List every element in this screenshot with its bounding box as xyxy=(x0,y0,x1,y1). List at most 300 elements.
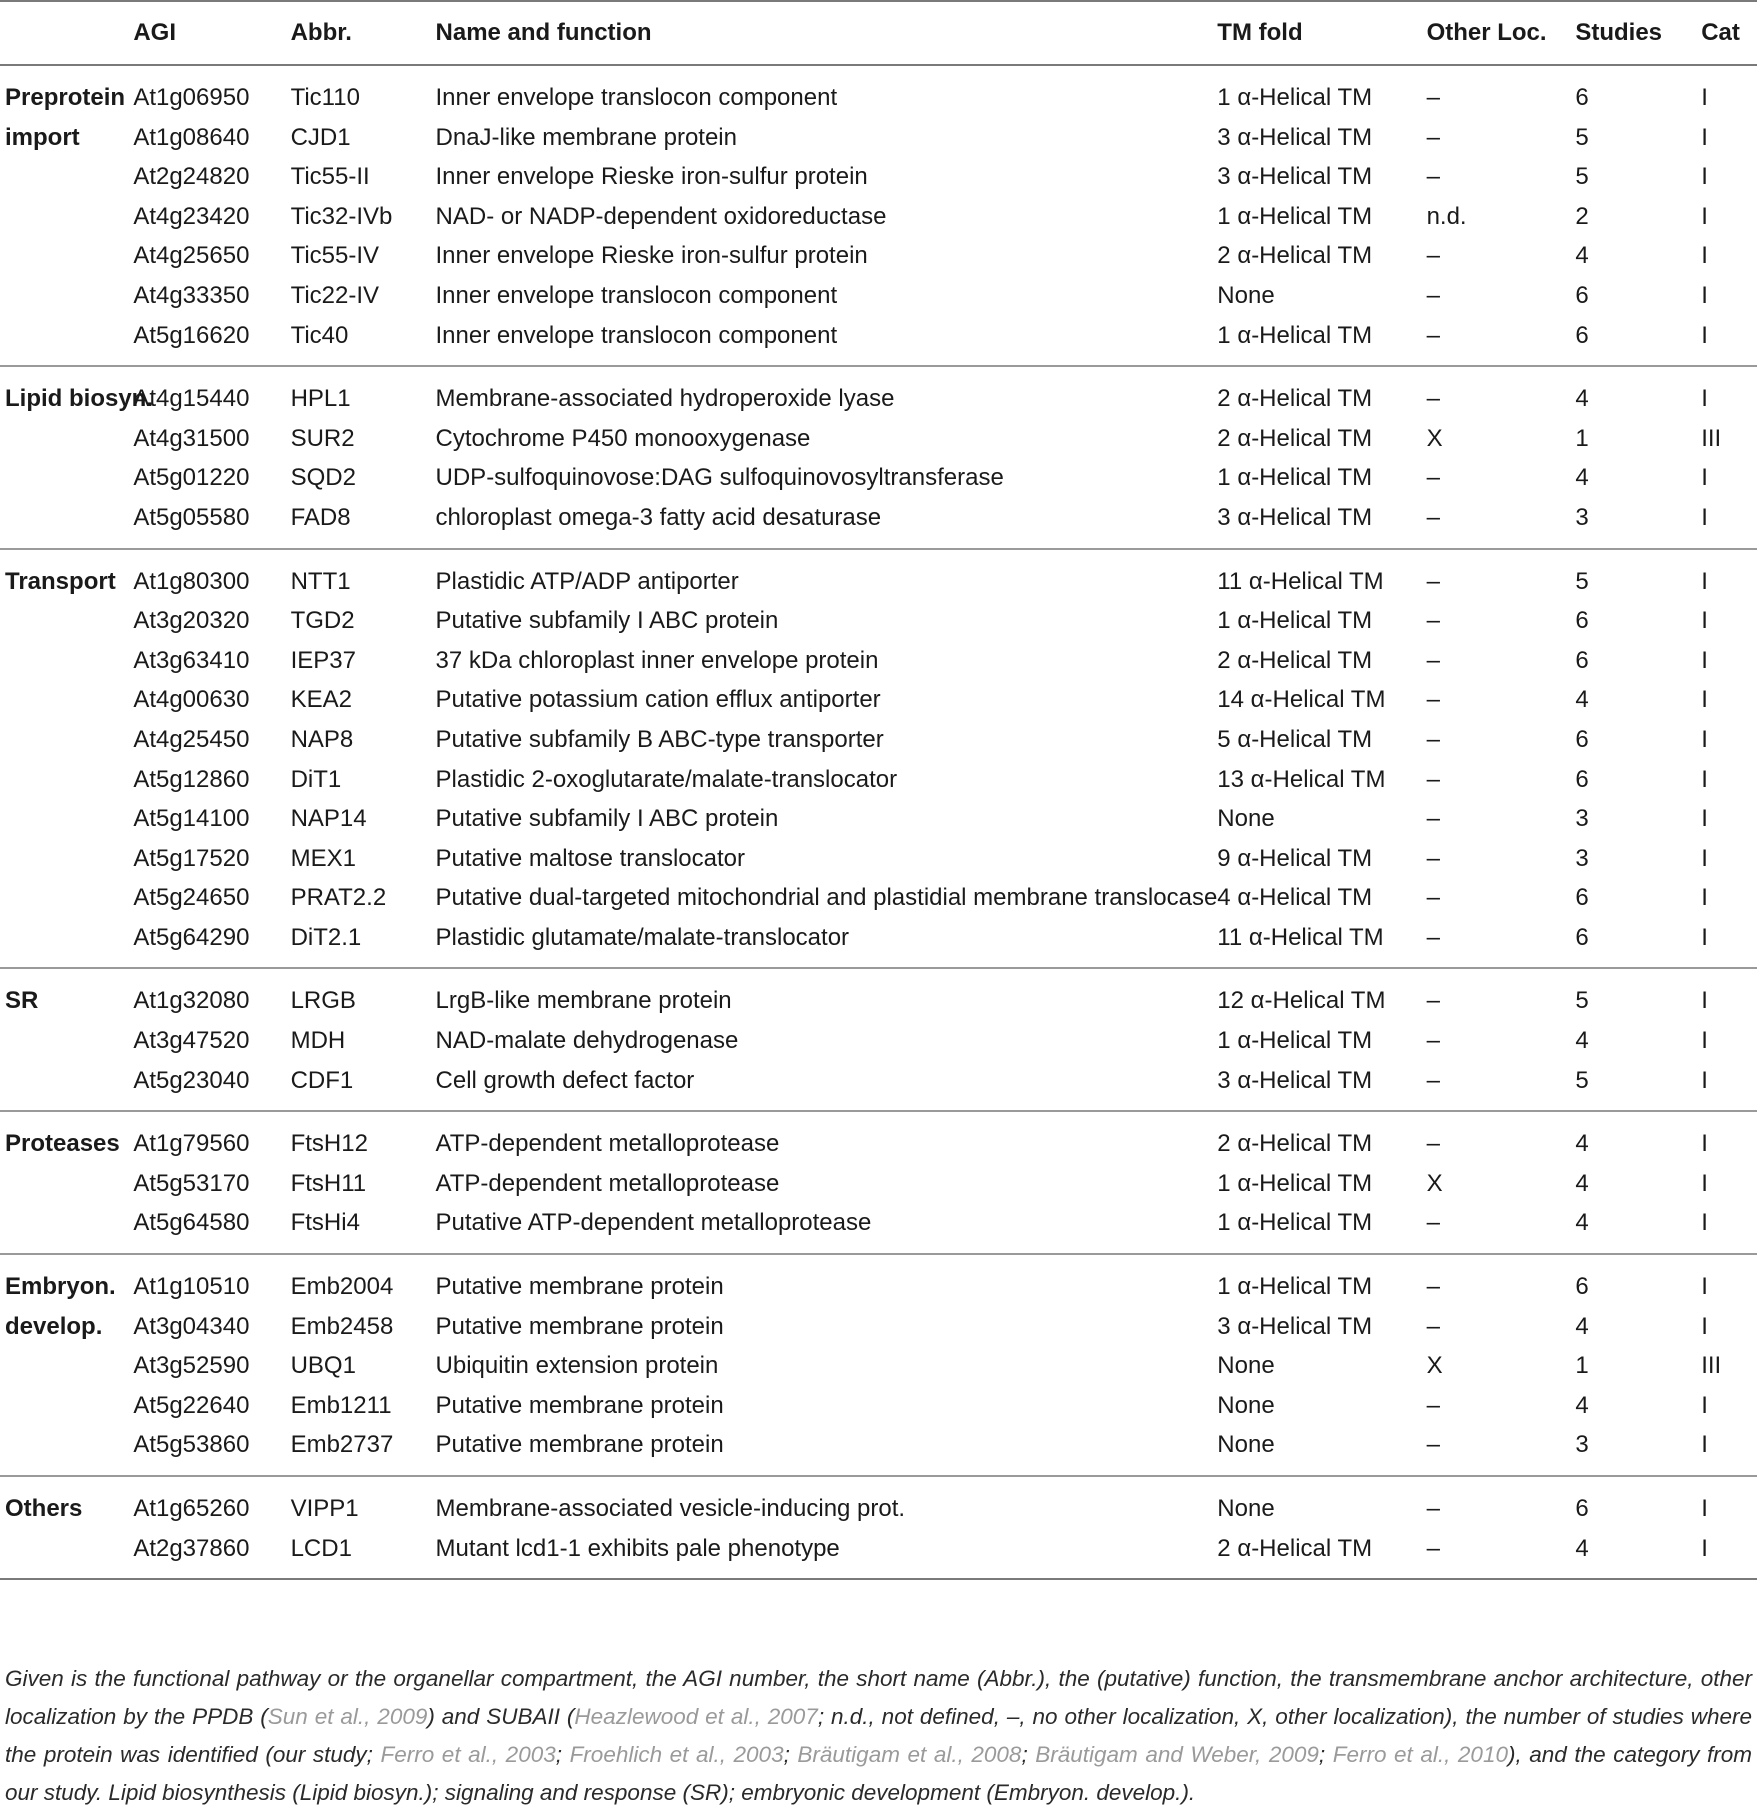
table-row xyxy=(0,157,1757,197)
cell-other-loc: – xyxy=(1426,1312,1440,1340)
cell-abbr: Emb2458 xyxy=(290,1312,394,1340)
cell-name: Plastidic 2-oxoglutarate/malate-translocator xyxy=(435,765,898,793)
cell-other-loc: – xyxy=(1427,1529,1576,1580)
table-row xyxy=(0,878,1757,918)
cell-agi: At4g33350 xyxy=(133,281,250,309)
cell-abbr: VIPP1 xyxy=(290,1495,359,1522)
cell-cat: I xyxy=(1701,123,1708,151)
table-row xyxy=(0,419,1757,459)
group-cell-empty xyxy=(0,1203,133,1254)
cell-studies: 1 xyxy=(1575,1352,1589,1380)
cell-abbr: HPL1 xyxy=(290,385,351,413)
cell-name: DnaJ-like membrane protein xyxy=(435,123,737,151)
cell-other-loc: – xyxy=(1427,1203,1576,1254)
cell-agi: At1g65260 xyxy=(133,1495,250,1522)
group-cell-empty xyxy=(0,1346,133,1386)
cell-tm-fold: 3 α-Helical TM xyxy=(1217,498,1426,549)
cell-name: Putative subfamily B ABC-type transporter xyxy=(435,725,884,753)
table-row xyxy=(0,1346,1757,1386)
cell-other-loc: – xyxy=(1426,607,1440,635)
cell-abbr: FAD8 xyxy=(291,498,436,549)
table-row xyxy=(0,498,1757,549)
table-row xyxy=(0,1021,1757,1061)
table-row xyxy=(0,1203,1757,1254)
cell-studies: 3 xyxy=(1575,1425,1701,1476)
cell-tm-fold: None xyxy=(1217,1391,1275,1419)
cell-cat: I xyxy=(1701,1425,1757,1476)
caption-text: Given is the functional pathway or the organellar compartment, the AGI number, the short name (Abbr.), the (putative) function, the transmembrane anchor architecture, other localization by the PPDB ( xyxy=(5,1666,1752,1729)
cell-other-loc: – xyxy=(1426,567,1440,595)
group-cell-empty xyxy=(0,1386,133,1426)
cell-agi: At5g64290 xyxy=(133,918,290,969)
cell-abbr: NAP8 xyxy=(290,725,354,753)
group-cell xyxy=(0,968,133,1021)
table-row xyxy=(0,601,1757,641)
cell-cat: I xyxy=(1701,805,1708,833)
cell-tm-fold: 2 α-Helical TM xyxy=(1217,646,1373,674)
table-row xyxy=(0,1529,1757,1580)
cell-name: Putative maltose translocator xyxy=(435,844,745,872)
group-cell-empty xyxy=(0,276,133,316)
header-other-loc: Other Loc. xyxy=(1427,1,1576,65)
cell-name: NAD- or NADP-dependent oxidoreductase xyxy=(435,202,887,230)
group-cell-empty xyxy=(0,641,133,681)
cell-studies: 4 xyxy=(1575,1529,1701,1580)
cell-studies: 4 xyxy=(1575,686,1589,714)
table-row xyxy=(0,1111,1757,1164)
cell-studies: 4 xyxy=(1575,1203,1701,1254)
cell-abbr: MEX1 xyxy=(290,844,356,872)
cell-abbr: DiT2.1 xyxy=(291,918,436,969)
header-tm-fold: TM fold xyxy=(1217,1,1426,65)
cell-cat: I xyxy=(1701,1391,1708,1419)
table-row xyxy=(0,1425,1757,1476)
cell-abbr: TGD2 xyxy=(290,607,355,635)
cell-studies: 6 xyxy=(1575,607,1589,635)
cell-studies: 3 xyxy=(1575,498,1701,549)
cell-agi: At3g04340 xyxy=(133,1312,250,1340)
group-cell-empty xyxy=(0,419,133,459)
cell-cat: I xyxy=(1701,884,1708,912)
table-row xyxy=(0,799,1757,839)
cell-agi: At4g25450 xyxy=(133,725,250,753)
group-cell-empty xyxy=(0,316,133,367)
cell-abbr: CJD1 xyxy=(290,123,351,151)
cell-tm-fold: None xyxy=(1217,1495,1275,1522)
group-cell xyxy=(0,1476,133,1529)
citation-link[interactable]: Ferro et al., 2010 xyxy=(1332,1742,1508,1767)
cell-cat: I xyxy=(1701,242,1708,270)
cell-tm-fold: 11 α-Helical TM xyxy=(1217,918,1426,969)
cell-name: Putative subfamily I ABC protein xyxy=(435,607,779,635)
cell-tm-fold: 2 α-Helical TM xyxy=(1217,1529,1426,1580)
cell-other-loc: X xyxy=(1426,1352,1443,1380)
cell-tm-fold: 3 α-Helical TM xyxy=(1217,1312,1373,1340)
group-label: Lipid biosyn. xyxy=(5,385,153,413)
cell-studies: 6 xyxy=(1575,1273,1589,1301)
group-cell-empty xyxy=(0,197,133,237)
cell-studies: 5 xyxy=(1575,567,1589,595)
cell-abbr: Tic22-IV xyxy=(290,281,380,309)
cell-agi: At1g10510 xyxy=(133,1273,250,1301)
cell-abbr: Emb2737 xyxy=(291,1425,436,1476)
cell-other-loc: – xyxy=(1427,918,1576,969)
table-row xyxy=(0,366,1757,419)
cell-studies: 6 xyxy=(1575,646,1589,674)
cell-agi: At3g47520 xyxy=(133,1027,250,1055)
group-cell xyxy=(0,366,153,419)
cell-tm-fold: 3 α-Helical TM xyxy=(1217,123,1373,151)
cell-tm-fold: 9 α-Helical TM xyxy=(1217,844,1373,872)
group-cell-empty xyxy=(0,839,133,879)
cell-agi: At3g63410 xyxy=(133,646,250,674)
cell-agi: At5g53170 xyxy=(133,1169,250,1197)
cell-cat: I xyxy=(1701,163,1708,191)
cell-other-loc: – xyxy=(1426,844,1440,872)
cell-other-loc: – xyxy=(1426,163,1440,191)
cell-name: Inner envelope translocon component xyxy=(436,316,1218,367)
cell-studies: 4 xyxy=(1575,1130,1589,1158)
group-cell xyxy=(0,549,133,602)
cell-cat: I xyxy=(1701,84,1708,111)
cell-tm-fold: None xyxy=(1217,1352,1275,1380)
header-studies: Studies xyxy=(1575,1,1701,65)
cell-studies: 4 xyxy=(1575,1027,1589,1055)
cell-other-loc: – xyxy=(1426,281,1440,309)
cell-abbr: FtsHi4 xyxy=(291,1203,436,1254)
citation-link[interactable]: Bräutigam and Weber, 2009 xyxy=(1035,1742,1319,1767)
cell-tm-fold: 2 α-Helical TM xyxy=(1217,1130,1373,1158)
cell-studies: 6 xyxy=(1575,1495,1589,1522)
cell-name: Ubiquitin extension protein xyxy=(435,1352,719,1380)
table-row xyxy=(0,1386,1757,1426)
group-cell-empty xyxy=(0,458,133,498)
table-header-row xyxy=(0,1,1757,65)
header-agi: AGI xyxy=(133,1,290,65)
table-body xyxy=(0,65,1757,1579)
cell-other-loc: X xyxy=(1426,1169,1443,1197)
cell-abbr: FtsH11 xyxy=(290,1169,367,1197)
cell-cat: I xyxy=(1701,1130,1708,1158)
cell-cat: I xyxy=(1701,1061,1757,1112)
group-label: Proteases xyxy=(5,1130,120,1158)
cell-tm-fold: 1 α-Helical TM xyxy=(1217,1169,1373,1197)
cell-tm-fold: 3 α-Helical TM xyxy=(1217,1061,1426,1112)
cell-abbr: Tic110 xyxy=(290,84,360,111)
cell-cat: III xyxy=(1701,424,1722,452)
cell-other-loc: – xyxy=(1426,1273,1440,1301)
cell-tm-fold: 4 α-Helical TM xyxy=(1217,884,1373,912)
cell-tm-fold: 12 α-Helical TM xyxy=(1217,987,1386,1015)
cell-cat: I xyxy=(1701,1273,1708,1301)
cell-name: Inner envelope translocon component xyxy=(435,84,838,111)
cell-agi: At1g06950 xyxy=(133,84,250,111)
cell-other-loc: – xyxy=(1426,464,1440,492)
cell-name: Plastidic glutamate/malate-translocator xyxy=(436,918,1218,969)
table-row xyxy=(0,1164,1757,1204)
header-cat: Cat xyxy=(1701,1,1757,65)
cell-studies: 4 xyxy=(1575,385,1589,413)
cell-cat: I xyxy=(1701,987,1708,1015)
citation-link[interactable]: Heazlewood et al., 2007 xyxy=(574,1704,818,1729)
cell-studies: 2 xyxy=(1575,202,1589,230)
cell-other-loc: – xyxy=(1426,686,1440,714)
cell-cat: I xyxy=(1701,844,1708,872)
group-label: Transport xyxy=(5,567,116,595)
cell-tm-fold: None xyxy=(1217,805,1275,833)
cell-agi: At4g25650 xyxy=(133,242,250,270)
cell-cat: I xyxy=(1701,1027,1708,1055)
caption-text: ; xyxy=(1318,1742,1333,1767)
table-row xyxy=(0,1476,1757,1529)
group-cell-empty xyxy=(0,878,133,918)
table-row xyxy=(0,968,1757,1021)
cell-agi: At5g17520 xyxy=(133,844,250,872)
cell-cat: I xyxy=(1701,686,1708,714)
cell-cat: I xyxy=(1701,281,1708,309)
table-row xyxy=(0,641,1757,681)
cell-agi: At5g23040 xyxy=(133,1061,290,1112)
table-row xyxy=(0,549,1757,602)
cell-tm-fold: 5 α-Helical TM xyxy=(1217,725,1373,753)
table-row xyxy=(0,458,1757,498)
cell-cat: I xyxy=(1701,918,1757,969)
cell-name: ATP-dependent metalloprotease xyxy=(435,1169,780,1197)
citation-link[interactable]: Froehlich et al., 2003 xyxy=(569,1742,784,1767)
table-row xyxy=(0,918,1757,969)
cell-cat: I xyxy=(1701,765,1708,793)
cell-studies: 3 xyxy=(1575,805,1589,833)
cell-other-loc: – xyxy=(1426,242,1440,270)
cell-cat: I xyxy=(1701,464,1708,492)
table-row xyxy=(0,1254,1757,1307)
cell-name: Putative membrane protein xyxy=(435,1391,724,1419)
cell-abbr: CDF1 xyxy=(291,1061,436,1112)
cell-tm-fold: 2 α-Helical TM xyxy=(1217,385,1373,413)
cell-other-loc: – xyxy=(1426,123,1440,151)
cell-other-loc: – xyxy=(1426,84,1440,111)
cell-studies: 6 xyxy=(1575,884,1589,912)
citation-link[interactable]: Sun et al., 2009 xyxy=(267,1704,428,1729)
cell-studies: 6 xyxy=(1575,281,1589,309)
cell-other-loc: n.d. xyxy=(1426,202,1467,230)
citation-link[interactable]: Bräutigam et al., 2008 xyxy=(797,1742,1022,1767)
cell-abbr: Tic32-IVb xyxy=(290,202,393,230)
table-row xyxy=(0,1061,1757,1112)
group-cell-empty xyxy=(0,1061,133,1112)
cell-name: Inner envelope Rieske iron-sulfur protein xyxy=(435,163,868,191)
cell-abbr: KEA2 xyxy=(290,686,352,714)
cell-name: Inner envelope translocon component xyxy=(435,281,838,309)
table-row xyxy=(0,118,1757,158)
cell-other-loc: – xyxy=(1426,765,1440,793)
cell-agi: At5g05580 xyxy=(133,498,290,549)
group-cell-empty xyxy=(0,918,133,969)
cell-agi: At5g64580 xyxy=(133,1203,290,1254)
cell-abbr: Tic55-IV xyxy=(290,242,380,270)
table-row xyxy=(0,197,1757,237)
cell-name: Cytochrome P450 monooxygenase xyxy=(435,424,811,452)
table-row xyxy=(0,1307,1757,1347)
cell-abbr: IEP37 xyxy=(290,646,356,674)
cell-studies: 6 xyxy=(1575,918,1701,969)
cell-other-loc: – xyxy=(1426,646,1440,674)
header-name: Name and function xyxy=(436,1,1218,65)
cell-cat: I xyxy=(1701,1203,1757,1254)
group-cell-empty xyxy=(0,1164,133,1204)
cell-agi: At4g23420 xyxy=(133,202,250,230)
group-cell xyxy=(0,1254,133,1341)
caption-text: ), and the category from our study. Lipid biosynthesis (Lipid biosyn.); signaling and response (SR); embryonic development (Embryon. develop.). xyxy=(5,1742,1753,1805)
group-label: Preprotein import xyxy=(5,84,126,151)
cell-name: ATP-dependent metalloprotease xyxy=(435,1130,780,1158)
group-cell-empty xyxy=(0,601,133,641)
caption-text: ; xyxy=(1021,1742,1036,1767)
cell-abbr: FtsH12 xyxy=(290,1130,368,1158)
group-cell-empty xyxy=(0,680,133,720)
cell-abbr: LRGB xyxy=(290,987,356,1015)
cell-abbr: PRAT2.2 xyxy=(290,884,387,912)
cell-cat: I xyxy=(1701,1529,1757,1580)
cell-name: LrgB-like membrane protein xyxy=(435,987,732,1015)
cell-other-loc: – xyxy=(1426,805,1440,833)
cell-studies: 5 xyxy=(1575,123,1589,151)
cell-tm-fold: 1 α-Helical TM xyxy=(1217,607,1373,635)
cell-agi: At1g08640 xyxy=(133,123,250,151)
caption-text: ; xyxy=(555,1742,570,1767)
cell-other-loc: – xyxy=(1427,316,1576,367)
table-row xyxy=(0,680,1757,720)
cell-name: Putative membrane protein xyxy=(435,1273,724,1301)
cell-agi: At5g14100 xyxy=(133,805,250,833)
cell-tm-fold: 3 α-Helical TM xyxy=(1217,163,1373,191)
cell-tm-fold: None xyxy=(1217,1425,1426,1476)
cell-agi: At4g15440 xyxy=(133,385,250,413)
cell-other-loc: – xyxy=(1427,1425,1576,1476)
cell-cat: I xyxy=(1701,498,1757,549)
cell-studies: 5 xyxy=(1575,163,1589,191)
cell-name: chloroplast omega-3 fatty acid desaturase xyxy=(436,498,1218,549)
cell-abbr: UBQ1 xyxy=(290,1352,356,1380)
cell-other-loc: – xyxy=(1427,1061,1576,1112)
cell-abbr: LCD1 xyxy=(291,1529,436,1580)
group-cell-empty xyxy=(0,760,133,800)
caption-text: ) and SUBAII ( xyxy=(427,1704,575,1729)
caption-text: ; xyxy=(783,1742,798,1767)
cell-other-loc: – xyxy=(1426,385,1440,413)
group-cell-empty xyxy=(0,1529,133,1580)
cell-studies: 4 xyxy=(1575,1391,1589,1419)
cell-tm-fold: 2 α-Helical TM xyxy=(1217,242,1373,270)
table-row xyxy=(0,316,1757,367)
cell-cat: I xyxy=(1701,725,1708,753)
cell-name: Mutant lcd1-1 exhibits pale phenotype xyxy=(436,1529,1218,1580)
cell-cat: I xyxy=(1701,646,1708,674)
cell-cat: I xyxy=(1701,607,1708,635)
cell-name: Putative subfamily I ABC protein xyxy=(435,805,779,833)
cell-other-loc: – xyxy=(1426,884,1440,912)
cell-cat: I xyxy=(1701,385,1708,413)
header-abbr: Abbr. xyxy=(291,1,436,65)
header-group xyxy=(0,1,133,65)
cell-name: NAD-malate dehydrogenase xyxy=(435,1027,739,1055)
cell-studies: 4 xyxy=(1575,242,1589,270)
cell-tm-fold: 13 α-Helical TM xyxy=(1217,765,1386,793)
cell-agi: At5g01220 xyxy=(133,464,250,492)
cell-abbr: NTT1 xyxy=(290,567,351,595)
cell-name: Putative potassium cation efflux antiporter xyxy=(435,686,881,714)
cell-tm-fold: 1 α-Helical TM xyxy=(1217,1273,1373,1301)
cell-name: Inner envelope Rieske iron-sulfur protein xyxy=(435,242,868,270)
cell-cat: III xyxy=(1701,1352,1722,1380)
cell-tm-fold: 1 α-Helical TM xyxy=(1217,464,1373,492)
cell-other-loc: – xyxy=(1426,1495,1440,1522)
group-cell-empty xyxy=(0,1021,133,1061)
cell-abbr: DiT1 xyxy=(290,765,342,793)
cell-name: Putative membrane protein xyxy=(435,1312,724,1340)
cell-tm-fold: 1 α-Helical TM xyxy=(1217,84,1373,111)
cell-studies: 5 xyxy=(1575,1061,1701,1112)
cell-studies: 6 xyxy=(1575,316,1701,367)
cell-name: Cell growth defect factor xyxy=(436,1061,1218,1112)
cell-studies: 4 xyxy=(1575,1312,1589,1340)
cell-abbr: Emb2004 xyxy=(290,1273,394,1301)
cell-tm-fold: 14 α-Helical TM xyxy=(1217,686,1386,714)
table-row xyxy=(0,236,1757,276)
group-cell-empty xyxy=(0,498,133,549)
cell-name: UDP-sulfoquinovose:DAG sulfoquinovosyltransferase xyxy=(435,464,1004,492)
cell-other-loc: – xyxy=(1426,1130,1440,1158)
group-cell-empty xyxy=(0,1425,133,1476)
cell-agi: At1g32080 xyxy=(133,987,250,1015)
table-row xyxy=(0,65,1757,118)
cell-studies: 1 xyxy=(1575,424,1589,452)
cell-name: 37 kDa chloroplast inner envelope protein xyxy=(435,646,879,674)
cell-studies: 6 xyxy=(1575,725,1589,753)
cell-name: Plastidic ATP/ADP antiporter xyxy=(435,567,739,595)
group-cell-empty xyxy=(0,236,133,276)
cell-other-loc: – xyxy=(1427,498,1576,549)
table-row xyxy=(0,839,1757,879)
cell-tm-fold: 2 α-Helical TM xyxy=(1217,424,1373,452)
group-cell xyxy=(0,65,133,151)
cell-cat: I xyxy=(1701,316,1757,367)
group-label: Embryon. develop. xyxy=(5,1273,116,1341)
cell-agi: At5g16620 xyxy=(133,316,290,367)
cell-studies: 4 xyxy=(1575,1169,1589,1197)
cell-name: Membrane-associated hydroperoxide lyase xyxy=(435,385,895,413)
cell-tm-fold: 11 α-Helical TM xyxy=(1217,567,1384,595)
cell-agi: At2g24820 xyxy=(133,163,250,191)
citation-link[interactable]: Ferro et al., 2003 xyxy=(380,1742,556,1767)
cell-abbr: Emb1211 xyxy=(290,1391,392,1419)
cell-agi: At3g52590 xyxy=(133,1352,250,1380)
cell-cat: I xyxy=(1701,1169,1708,1197)
cell-name: Putative ATP-dependent metalloprotease xyxy=(436,1203,1218,1254)
cell-studies: 6 xyxy=(1575,84,1589,111)
cell-other-loc: X xyxy=(1426,424,1443,452)
cell-agi: At1g80300 xyxy=(133,567,250,595)
group-label: SR xyxy=(5,987,39,1015)
cell-abbr: SUR2 xyxy=(290,424,355,452)
table-caption xyxy=(5,1660,1752,1812)
cell-name: Putative membrane protein xyxy=(436,1425,1218,1476)
cell-other-loc: – xyxy=(1426,1027,1440,1055)
cell-other-loc: – xyxy=(1426,1391,1440,1419)
cell-other-loc: – xyxy=(1426,987,1440,1015)
cell-abbr: Tic40 xyxy=(291,316,436,367)
cell-tm-fold: 1 α-Helical TM xyxy=(1217,1203,1426,1254)
